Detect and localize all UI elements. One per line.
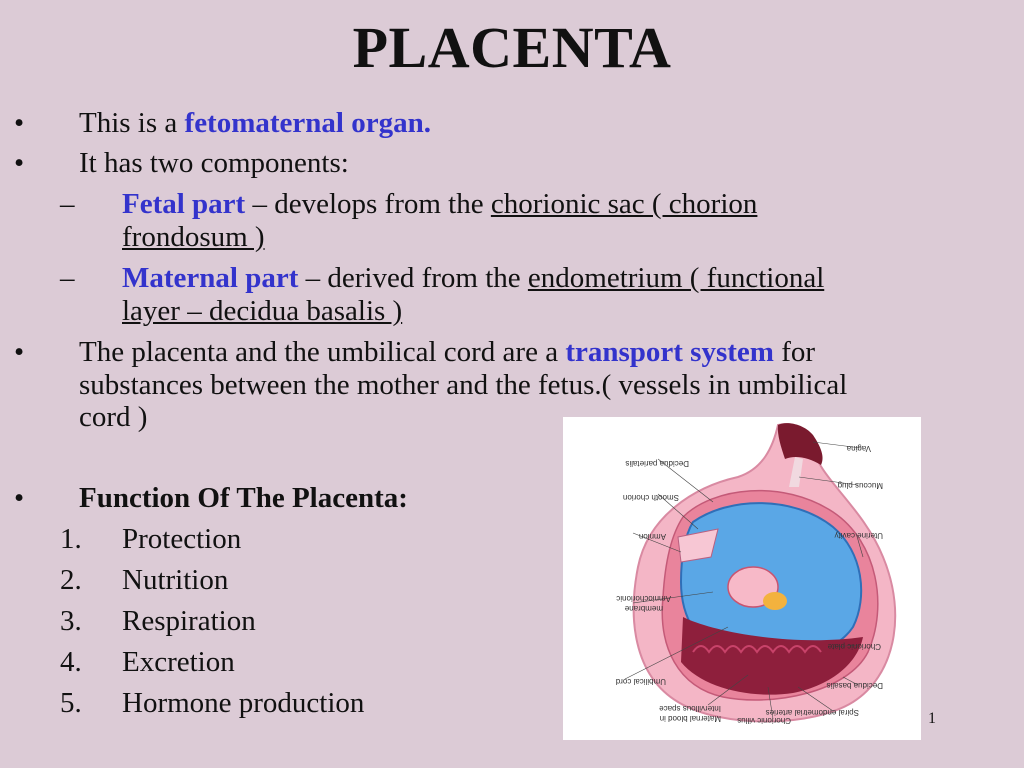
list-item: Protection [122, 523, 242, 555]
label-vagina: Vagina [846, 444, 871, 453]
placenta-diagram [563, 417, 921, 740]
underlined-text: endometrium ( functional [527, 262, 825, 294]
label-amnion: Amnion [638, 532, 666, 541]
bullet-marker: • [14, 336, 25, 368]
bullet-fetomaternal [79, 107, 431, 140]
label-uterine-cavity: Uterine cavity [834, 531, 883, 540]
list-number: 1. [60, 523, 82, 555]
list-item: Excretion [122, 646, 235, 678]
label-spiral-arteries: Spiral endometrial arteries [765, 708, 859, 717]
sub-bullet-fetal-part-cont [122, 221, 265, 254]
list-number: 3. [60, 605, 82, 637]
label-umbilical-cord: Umbilical cord [615, 677, 666, 686]
bullet-components: It has two components: [79, 147, 349, 179]
label-maternal-blood-in: Maternal blood in [659, 714, 721, 723]
highlight-text: fetomaternal organ. [184, 107, 431, 139]
sub-bullet-fetal-part [122, 188, 757, 221]
sub-bullet-marker: – [60, 188, 75, 220]
slide-title: PLACENTA [352, 15, 672, 80]
placenta-diagram-svg [563, 417, 921, 740]
label-decidua-parietalis: Decidua parietalis [625, 459, 689, 468]
underlined-text: chorionic sac ( chorion [490, 188, 758, 220]
label-chorionic-villus: Chorionic villus [737, 716, 791, 725]
list-number: 2. [60, 564, 82, 596]
sub-bullet-maternal-part-cont [122, 295, 402, 328]
bullet-transport-line3: cord ) [79, 401, 148, 433]
list-number: 5. [60, 687, 82, 719]
label-decidua-basalis: Decidua basalis [826, 681, 883, 690]
bullet-text: – develops from the [245, 188, 491, 220]
bullet-marker: • [14, 482, 25, 514]
bullet-transport-line2: substances between the mother and the fetus.( vessels in umbilical [79, 369, 848, 401]
bullet-functions-heading: Function Of The Placenta: [79, 482, 408, 514]
bullet-text: The placenta and the umbilical cord are a [79, 336, 566, 368]
bullet-marker: • [14, 107, 25, 139]
yolk-sac-shape [763, 592, 787, 610]
highlight-text: Maternal part [122, 262, 299, 294]
bullet-transport [79, 336, 815, 369]
bullet-text: for [773, 336, 816, 368]
highlight-text: transport system [565, 336, 774, 368]
list-item: Respiration [122, 605, 256, 637]
label-mucous-plug: Mucous plug [837, 481, 883, 490]
highlight-text: Fetal part [122, 188, 246, 220]
bullet-marker: • [14, 147, 25, 179]
bullet-text: – derived from the [298, 262, 528, 294]
list-item: Nutrition [122, 564, 229, 596]
label-chorionic-plate: Chorionic plate [827, 642, 881, 651]
page-number: 1 [928, 710, 936, 727]
label-amniochorionic: Amniochorionic [616, 594, 671, 603]
label-intervillous-space: Intervillous space [659, 704, 721, 713]
sub-bullet-marker: – [60, 262, 75, 294]
label-smooth-chorion: Smooth chorion [622, 493, 679, 502]
list-number: 4. [60, 646, 82, 678]
sub-bullet-maternal-part [122, 262, 824, 295]
list-item: Hormone production [122, 687, 365, 719]
bullet-text: This is a [79, 107, 185, 139]
underlined-text: frondosum ) [122, 221, 265, 253]
underlined-text: layer – decidua basalis ) [122, 295, 403, 327]
label-membrane: membrane [624, 604, 663, 613]
